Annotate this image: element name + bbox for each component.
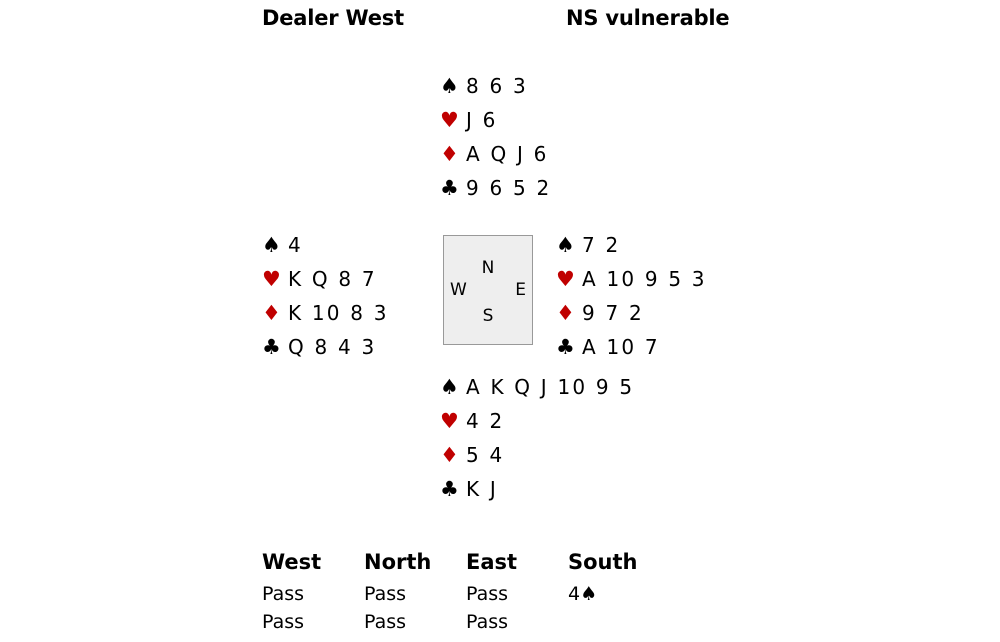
west-spades-cards: 4 — [288, 233, 303, 257]
bid-level: Pass — [262, 583, 305, 605]
spade-icon: ♠ — [440, 375, 459, 399]
bid-level: Pass — [466, 611, 509, 633]
heart-icon: ♥ — [556, 267, 575, 291]
north-spades-row — [440, 74, 551, 108]
bid-level: Pass — [364, 611, 407, 633]
west-hearts-cards: K Q 8 7 — [288, 267, 377, 291]
auction-cell — [568, 580, 670, 608]
heart-icon: ♥ — [262, 267, 281, 291]
south-diamonds-cards: 5 4 — [466, 443, 505, 467]
west-clubs-cards: Q 8 4 3 — [288, 335, 377, 359]
east-hand — [556, 233, 707, 369]
diamond-icon: ♦ — [440, 142, 459, 166]
dealer-label: Dealer West — [262, 6, 404, 30]
north-hearts-cards: J 6 — [466, 108, 498, 132]
auction-cell — [262, 580, 364, 608]
east-spades-cards: 7 2 — [582, 233, 621, 257]
south-spades-cards: A K Q J 10 9 5 — [466, 375, 635, 399]
compass-north-label: N — [481, 258, 495, 278]
north-diamonds-cards: A Q J 6 — [466, 142, 549, 166]
north-diamonds-row — [440, 142, 551, 176]
auction-row — [262, 580, 670, 608]
west-hand — [262, 233, 389, 369]
spade-icon: ♠ — [262, 233, 281, 257]
diamond-icon: ♦ — [262, 301, 281, 325]
south-hearts-row — [440, 409, 634, 443]
diamond-icon: ♦ — [440, 443, 459, 467]
club-icon: ♣ — [262, 335, 281, 359]
auction-header-east: East — [466, 550, 518, 574]
auction-cell — [568, 608, 670, 636]
auction-header-row — [262, 550, 670, 580]
bid-level: 4 — [568, 583, 581, 605]
west-clubs-row — [262, 335, 389, 369]
spade-icon: ♠ — [440, 74, 459, 98]
north-clubs-row — [440, 176, 551, 210]
compass-east-label: E — [515, 280, 526, 300]
vulnerability-label: NS vulnerable — [566, 6, 730, 30]
club-icon: ♣ — [556, 335, 575, 359]
south-clubs-row — [440, 477, 634, 511]
auction-header-north: North — [364, 550, 432, 574]
east-spades-row — [556, 233, 707, 267]
auction-row — [262, 608, 670, 636]
west-diamonds-cards: K 10 8 3 — [288, 301, 389, 325]
bid-level: Pass — [364, 583, 407, 605]
compass-west-label: W — [450, 280, 467, 300]
north-spades-cards: 8 6 3 — [466, 74, 528, 98]
east-diamonds-row — [556, 301, 707, 335]
west-diamonds-row — [262, 301, 389, 335]
auction-body — [262, 580, 670, 636]
heart-icon: ♥ — [440, 108, 459, 132]
south-hand — [440, 375, 634, 511]
auction-cell — [364, 580, 466, 608]
north-hearts-row — [440, 108, 551, 142]
spade-icon: ♠ — [556, 233, 575, 257]
compass-box — [443, 235, 533, 345]
club-icon: ♣ — [440, 477, 459, 501]
east-diamonds-cards: 9 7 2 — [582, 301, 644, 325]
auction-cell — [466, 580, 568, 608]
heart-icon: ♥ — [440, 409, 459, 433]
east-clubs-row — [556, 335, 707, 369]
south-clubs-cards: K J — [466, 477, 498, 501]
bid-level: Pass — [262, 611, 305, 633]
east-clubs-cards: A 10 7 — [582, 335, 660, 359]
club-icon: ♣ — [440, 176, 459, 200]
auction-cell — [262, 608, 364, 636]
south-diamonds-row — [440, 443, 634, 477]
auction-header-west: West — [262, 550, 322, 574]
north-hand — [440, 74, 551, 210]
auction-table — [262, 550, 670, 636]
auction-header-south: South — [568, 550, 638, 574]
north-clubs-cards: 9 6 5 2 — [466, 176, 552, 200]
compass-south-label: S — [482, 306, 494, 326]
bid-level: Pass — [466, 583, 509, 605]
auction-cell — [364, 608, 466, 636]
east-hearts-cards: A 10 9 5 3 — [582, 267, 707, 291]
bid-suit-icon: ♠ — [580, 583, 598, 605]
south-hearts-cards: 4 2 — [466, 409, 505, 433]
diamond-icon: ♦ — [556, 301, 575, 325]
east-hearts-row — [556, 267, 707, 301]
west-spades-row — [262, 233, 389, 267]
auction-cell — [466, 608, 568, 636]
south-spades-row — [440, 375, 634, 409]
west-hearts-row — [262, 267, 389, 301]
